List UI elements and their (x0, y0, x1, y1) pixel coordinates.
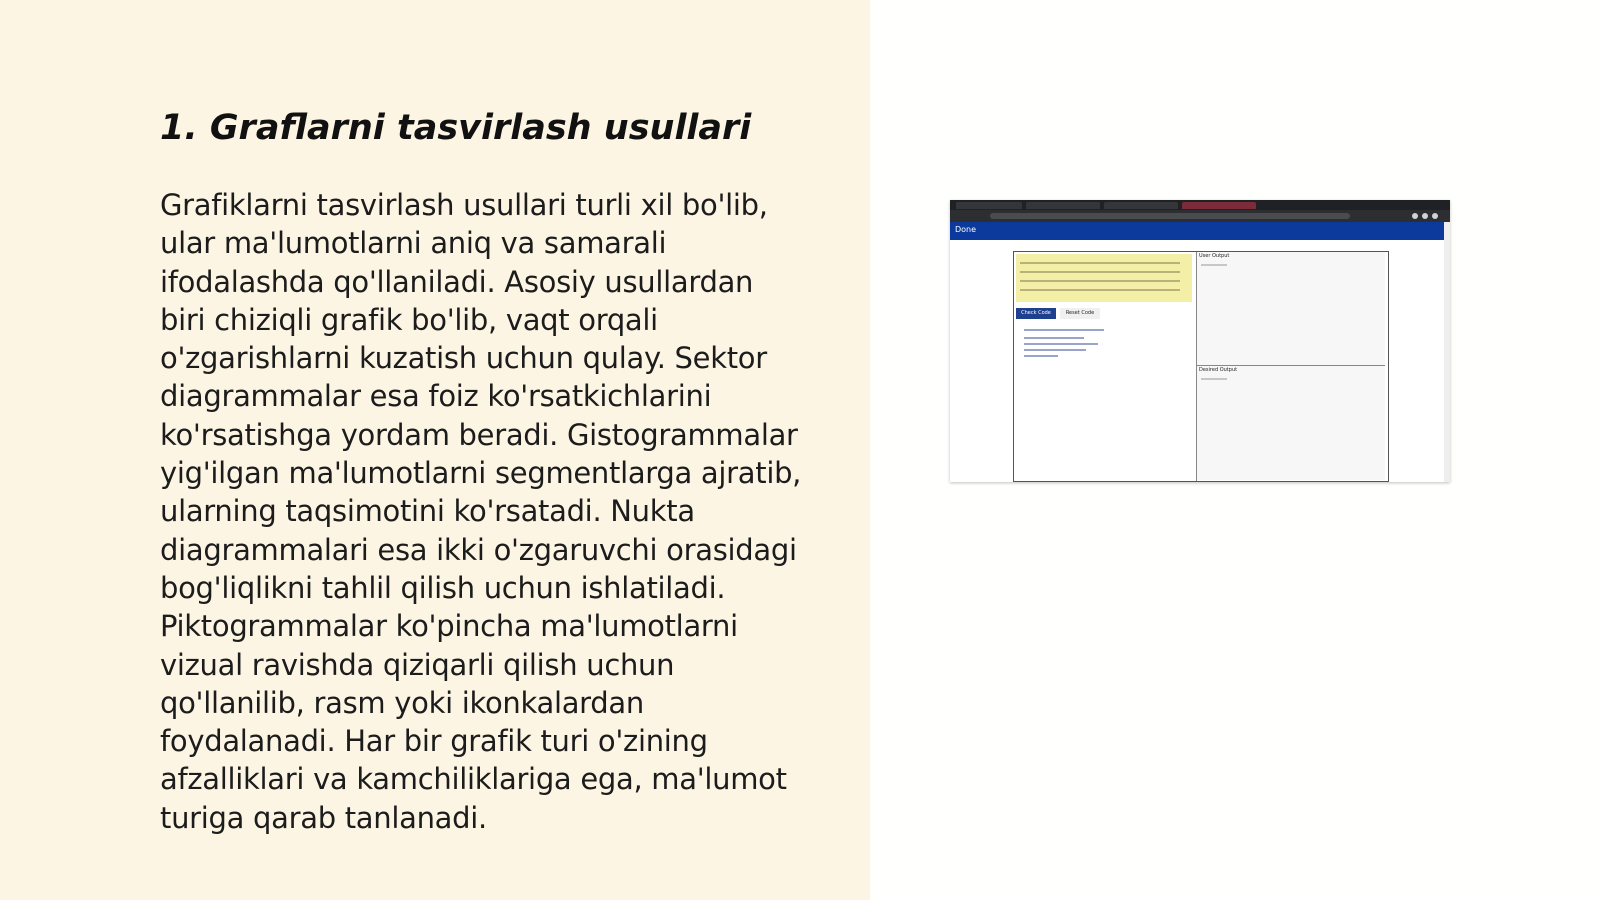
extension-icon (1412, 213, 1418, 219)
body-line: diagrammalar esa foiz ko'rsatkichlarini (160, 379, 712, 414)
output-line (1201, 378, 1227, 380)
task-text-line (1020, 289, 1180, 291)
extension-icon (1432, 213, 1438, 219)
reset-code-button: Reset Code (1060, 308, 1100, 319)
browser-tab-active (1182, 202, 1256, 209)
code-line (1024, 343, 1098, 345)
embedded-screenshot (950, 200, 1450, 482)
task-description (1016, 254, 1192, 302)
output-line (1201, 264, 1227, 266)
slide-title: 1. Graflarni tasvirlash usullari (160, 108, 752, 148)
body-line: Grafiklarni tasvirlash usullari turli xil bo'lib, (160, 188, 768, 222)
body-line: qo'llanilib, rasm yoki ikonkalardan (160, 685, 644, 720)
scrollbar (1444, 222, 1450, 482)
body-line: ular ma'lumotlarni aniq va samarali (160, 226, 667, 261)
slide-body (160, 186, 840, 837)
body-line: turiga qarab tanlanadi. (160, 800, 487, 835)
body-line: foydalanadi. Har bir grafik turi o'zining (160, 724, 708, 759)
desired-output-pane (1197, 366, 1385, 480)
body-line: Piktogrammalar ko'pincha ma'lumotlarni (160, 609, 738, 644)
app-header (950, 222, 1444, 240)
body-line: yig'ilgan ma'lumotlarni segmentlarga ajratib, (160, 456, 802, 491)
task-text-line (1020, 280, 1180, 282)
browser-tab (956, 202, 1022, 209)
body-line: ularning taqsimotini ko'rsatadi. Nukta (160, 494, 695, 529)
exercise-frame (1013, 251, 1389, 482)
check-code-button: Check Code (1016, 308, 1056, 319)
user-output-label: User Output (1199, 253, 1230, 259)
extension-icon (1422, 213, 1428, 219)
desired-output-label: Desired Output (1199, 367, 1238, 373)
body-line: o'zgarishlarni kuzatish uchun qulay. Sektor (160, 341, 767, 376)
url-field (990, 213, 1350, 219)
browser-tab (1104, 202, 1178, 209)
body-line: vizual ravishda qiziqarli qilish uchun (160, 647, 675, 682)
code-line (1024, 337, 1084, 339)
task-text-line (1020, 262, 1180, 264)
task-text-line (1020, 271, 1180, 273)
done-button: Done (955, 225, 977, 234)
browser-tab-bar (950, 200, 1450, 210)
body-line: ifodalashda qo'llaniladi. Asosiy usullardan (160, 264, 754, 299)
body-line: afzalliklari va kamchiliklariga ega, ma'lumot (160, 762, 787, 797)
body-line: bog'liqlikni tahlil qilish uchun ishlatiladi. (160, 570, 726, 605)
code-line (1024, 349, 1086, 351)
body-line: diagrammalari esa ikki o'zgaruvchi orasidagi (160, 532, 797, 567)
browser-tab (1026, 202, 1100, 209)
code-line (1024, 355, 1058, 357)
body-line: biri chiziqli grafik bo'lib, vaqt orqali (160, 302, 658, 337)
editor-pane (1014, 252, 1197, 481)
code-line (1024, 329, 1104, 331)
user-output-pane (1197, 252, 1385, 366)
body-line: ko'rsatishga yordam beradi. Gistogrammalar (160, 417, 798, 452)
